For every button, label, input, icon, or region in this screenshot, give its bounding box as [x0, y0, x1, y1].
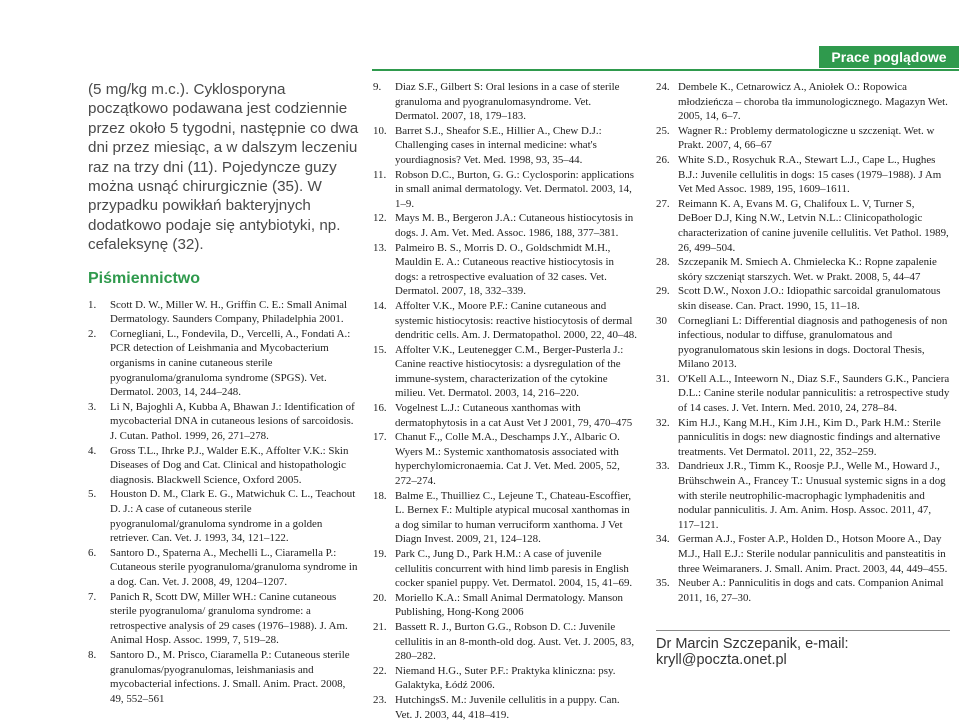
reference-item	[373, 124, 637, 168]
reference-item	[656, 80, 950, 124]
column-1	[88, 80, 360, 706]
reference-number: 34.	[656, 533, 670, 546]
reference-number: 8.	[88, 648, 97, 661]
reference-text: Vogelnest L.J.: Cutaneous xanthomas with dermatophytosis in a cat Aust Vet J 2001, 79, 470–475	[395, 402, 633, 429]
reference-text: Houston D. M., Clark E. G., Matwichuk C. L., Teachout D. J.: A case of cutaneous sterile pyogranulomal/granuloma syndrome in a golden retriever. Can. Vet. J. 1993, 34, 121–122.	[110, 488, 356, 545]
reference-item	[88, 590, 360, 648]
reference-item	[88, 546, 360, 590]
reference-number: 6.	[88, 546, 97, 559]
reference-text: Wagner R.: Problemy dermatologiczne u szczeniąt. Wet. w Prakt. 2007, 4, 66–67	[678, 124, 935, 152]
reference-item	[373, 211, 637, 240]
reference-number: 27.	[656, 197, 670, 210]
reference-item	[373, 80, 637, 124]
reference-text: Santoro D., Spaterna A., Mechelli L., Ciaramella P.: Cutaneous sterile pyogranuloma/granuloma syndrome in a dog. Can. Vet. J. 2008, 49, 1204–1207.	[110, 546, 358, 588]
reference-number: 28.	[656, 256, 670, 269]
reference-item	[373, 620, 637, 664]
reference-item	[373, 299, 637, 343]
reference-text: Cornegliani, L., Fondevila, D., Vercelli, A., Fondati A.: PCR detection of Leishmania and Mycobacterium organisms in canine cutaneous sterile pyogranuloma/granuloma syndrome (SPGS). Vet. Dermatol. 2003, 14, 244–248.	[110, 327, 351, 399]
reference-text: Reimann K. A, Evans M. G, Chalifoux L. V, Turner S, DeBoer D.J, King N.W., Letvin N.L.: Clinicopathologic characterization of canine juvenile cellulitis. Vet Pathol. 1989, 26, 499–504.	[678, 197, 949, 254]
reference-item	[88, 400, 360, 444]
header-rule	[372, 69, 959, 71]
reference-number: 16.	[373, 402, 387, 415]
reference-number: 30	[656, 314, 667, 327]
reference-text: Santoro D., M. Prisco, Ciaramella P.: Cutaneous sterile granulomas/pyogranulomas, leishmaniasis and mycobacterial infections. J. Small. Anim. Pract. 2008, 49, 552–561	[110, 648, 350, 705]
reference-item	[88, 327, 360, 400]
reference-item	[373, 168, 637, 212]
reference-text: Szczepanik M. Smiech A. Chmielecka K.: Ropne zapalenie skóry szczeniąt starszych. Wet. w Prakt. 2008, 5, 44–47	[678, 256, 937, 283]
reference-number: 11.	[373, 168, 387, 181]
references-list-1	[88, 298, 360, 707]
reference-number: 15.	[373, 343, 387, 356]
reference-item	[373, 430, 637, 488]
reference-text: Affolter V.K., Moore P.F.: Canine cutaneous and systemic histiocytosis: reactive histiocytosis of dermal dendritic cells. Am. J. Dermatopathol. 2000, 22, 40–48.	[395, 299, 637, 342]
reference-item	[88, 487, 360, 545]
references-list-3	[656, 80, 950, 605]
reference-number: 26.	[656, 153, 670, 166]
reference-text: Scott D. W., Miller W. H., Griffin C. E.: Small Animal Dermatology. Saunders Company, Philadelphia 2001.	[110, 298, 347, 326]
reference-item	[656, 314, 950, 372]
reference-item	[656, 372, 950, 416]
reference-number: 3.	[88, 400, 97, 413]
reference-number: 25.	[656, 124, 670, 137]
reference-number: 35.	[656, 577, 670, 590]
reference-item	[656, 255, 950, 284]
reference-item	[373, 343, 637, 401]
reference-text: Li N, Bajoghli A, Kubba A, Bhawan J.: Identification of mycobacterial DNA in cutaneous lesions of sarcoidosis. J. Cutan. Pathol. 1999, 26, 271–278.	[110, 400, 355, 442]
references-heading: Piśmiennictwo	[88, 269, 201, 287]
reference-text: Mays M. B., Bergeron J.A.: Cutaneous histiocytosis in dogs. J. Am. Vet. Med. Assoc. 1986, 188, 377–381.	[395, 212, 634, 239]
reference-text: Neuber A.: Panniculitis in dogs and cats. Companion Animal 2011, 16, 27–30.	[678, 577, 944, 604]
reference-text: Palmeiro B. S., Morris D. O., Goldschmidt M.H., Mauldin E. A.: Cutaneous reactive histiocytosis in dogs: a retrospective evaluation of 32 cases. Vet. Dermatol. 2007, 18, 332–339.	[395, 241, 614, 298]
reference-text: Bassett R. J., Burton G.G., Robson D. C.: Juvenile cellulitis in an 8-month-old dog. Aust. Vet. J. 2005, 83, 280–282.	[395, 620, 635, 663]
reference-number: 20.	[373, 591, 387, 604]
reference-number: 21.	[373, 620, 387, 633]
reference-item	[656, 124, 950, 153]
reference-text: Park C., Jung D., Park H.M.: A case of juvenile cellulitis concurrent with hind limb paresis in English cocker spaniel puppy. Vet. Dermatol. 2004, 15, 41–69.	[395, 548, 633, 590]
reference-item	[656, 197, 950, 255]
reference-text: Cornegliani L: Differential diagnosis and pathogenesis of non infectious, nodular to diffuse, granulomatous and pyogranulomatous skin lesions in dogs. Doctoral Thesis, Milano 2013.	[678, 314, 948, 371]
reference-text: Niemand H.G., Suter P.F.: Praktyka kliniczna: psy. Galaktyka, Łódź 2006.	[395, 664, 616, 692]
reference-item	[373, 401, 637, 430]
reference-number: 18.	[373, 489, 387, 502]
reference-text: Chanut F.,, Colle M.A., Deschamps J.Y., Albaric O. Wyers M.: Systemic xanthomatosis associated with hyperchylomicronaemia. Cat J. Vet. Med. 2005, 52, 272–274.	[395, 431, 620, 488]
reference-item	[656, 153, 950, 197]
reference-item	[656, 459, 950, 532]
reference-number: 2.	[88, 327, 97, 340]
reference-text: Barret S.J., Sheafor S.E., Hillier A., Chew D.J.: Challenging cases in internal medicine: what's yourdiagnosis? Vet. Med. 1998, 93, 35–44.	[395, 124, 602, 166]
reference-item	[373, 547, 637, 591]
reference-text: Affolter V.K., Leutenegger C.M., Berger-Pusterla J.: Canine reactive histiocytosis: a dysregulation of the immune-system, characterization of the cytokine milieu. Vet. Dermatol. 2003, 14, 216–220.	[395, 343, 624, 400]
reference-text: White S.D., Rosychuk R.A., Stewart L.J., Cape L., Hughes B.J.: Juvenile cellulitis in dogs: 15 cases (1979–1988). J Am Vet Med Assoc. 1989, 195, 1609–1611.	[678, 153, 942, 196]
reference-item	[656, 576, 950, 605]
reference-text: German A.J., Foster A.P., Holden D., Hotson Moore A., Day M.J., Hall E.J.: Sterile nodular panniculitis and pansteatitis in three Weimaraners. J. Small. Anim. Pract. 2003, 44, 449–455.	[678, 533, 948, 575]
reference-text: Diaz S.F., Gilbert S: Oral lesions in a case of sterile granuloma and pyogranulomasyndrome. Vet. Dermatol. 2007, 18, 179–183.	[395, 81, 620, 123]
reference-number: 29.	[656, 285, 670, 298]
reference-text: Robson D.C., Burton, G. G.: Cyclosporin: applications in small animal dermatology. Vet. Dermatol. 2003, 14, 1–9.	[395, 168, 634, 210]
reference-number: 7.	[88, 590, 97, 603]
reference-number: 22.	[373, 664, 387, 677]
column-3	[656, 80, 950, 605]
reference-number: 9.	[373, 81, 382, 93]
reference-number: 19.	[373, 548, 387, 560]
reference-text: Panich R, Scott DW, Miller WH.: Canine cutaneous sterile pyogranuloma/ granuloma syndrome: a retrospective analysis of 29 cases (1976–1988). J. Am. Animal Hosp. Assoc. 1999, 7, 519–28.	[110, 590, 348, 647]
reference-item	[373, 664, 637, 693]
reference-text: Moriello K.A.: Small Animal Dermatology. Manson Publishing, Hong-Kong 2006	[395, 591, 623, 619]
reference-item	[656, 416, 950, 460]
reference-item	[88, 648, 360, 706]
reference-number: 14.	[373, 299, 387, 312]
intro-paragraph: (5 mg/kg m.c.). Cyklosporyna początkowo podawana jest codziennie przez około 5 tygodni, następnie co dwa dni przez miesiąc, a w dalszym leczeniu raz na trzy dni (11). Pojedyncze guzy można usnąć chirurgicznie (35). W przypadku powikłań bakteryjnych dodatkowo podaje się antybiotyki, np. cefaleksynę (32).	[88, 81, 359, 254]
reference-number: 4.	[88, 444, 97, 457]
reference-item	[373, 489, 637, 547]
reference-item	[656, 532, 950, 576]
reference-number: 5.	[88, 488, 97, 501]
reference-text: Kim H.J., Kang M.H., Kim J.H., Kim D., Park H.M.: Sterile panniculitis in dogs: new diagnostic findings and alternative treatments. Vet Dermatol. 2011, 22, 352–259.	[678, 416, 941, 458]
reference-number: 32.	[656, 416, 670, 429]
reference-item	[88, 298, 360, 327]
reference-item	[373, 693, 637, 722]
reference-number: 17.	[373, 431, 387, 444]
reference-item	[373, 241, 637, 299]
reference-text: Dandrieux J.R., Timm K., Roosje P.J., Welle M., Howard J., Brühschwein A., Francey T.: Unusual systemic signs in a dog with sterile neutrophilic-macrophagic lymphadenitis and nodular panniculitis. J. Am. Anim. Hosp. Assoc. 2011, 47, 117–121.	[678, 460, 946, 531]
reference-number: 31.	[656, 372, 670, 385]
references-list-2	[373, 80, 637, 722]
section-badge: Prace poglądowe	[819, 46, 959, 68]
reference-text: Gross T.L., Ihrke P.J., Walder E.K., Affolter V.K.: Skin Diseases of Dog and Cat. Clinical and histopathologic diagnosis. Blackwell Science, Oxford 2005.	[110, 444, 349, 486]
reference-text: HutchingsS. M.: Juvenile cellulitis in a puppy. Can. Vet. J. 2003, 44, 418–419.	[395, 693, 620, 721]
reference-number: 12.	[373, 212, 387, 225]
reference-text: Scott D.W., Noxon J.O.: Idiopathic sarcoidal granulomatous skin disease. Can. Pract. 1990, 15, 11–18.	[678, 285, 941, 312]
reference-text: Balme E., Thuilliez C., Lejeune T., Chateau-Escoffier, L. Bernex F.: Multiple atypical mucosal xanthomas in a dog similar to human verruciform xanthoma. J Vet Diagn Invest. 2009, 21, 124–128.	[395, 489, 632, 546]
reference-text: O'Kell A.L., Inteeworn N., Diaz S.F., Saunders G.K., Panciera D.L.: Canine sterile nodular panniculitis: a retrospective study of 14 cases. J. Vet. Intern. Med. 2010, 24, 278–84.	[678, 372, 950, 415]
reference-number: 1.	[88, 298, 97, 311]
reference-number: 23.	[373, 693, 387, 706]
reference-number: 13.	[373, 241, 387, 254]
column-2	[373, 80, 637, 722]
author-contact: Dr Marcin Szczepanik, e-mail: kryll@poczta.onet.pl	[656, 630, 950, 668]
reference-item	[373, 591, 637, 620]
reference-number: 24.	[656, 81, 670, 93]
reference-item	[88, 444, 360, 488]
reference-number: 33.	[656, 460, 670, 473]
reference-number: 10.	[373, 124, 387, 137]
reference-item	[656, 284, 950, 313]
reference-text: Dembele K., Cetnarowicz A., Aniołek O.: Ropowica młodzieńcza – choroba tła immunologicznego. Magazyn Wet. 2005, 14, 6–7.	[678, 81, 948, 123]
